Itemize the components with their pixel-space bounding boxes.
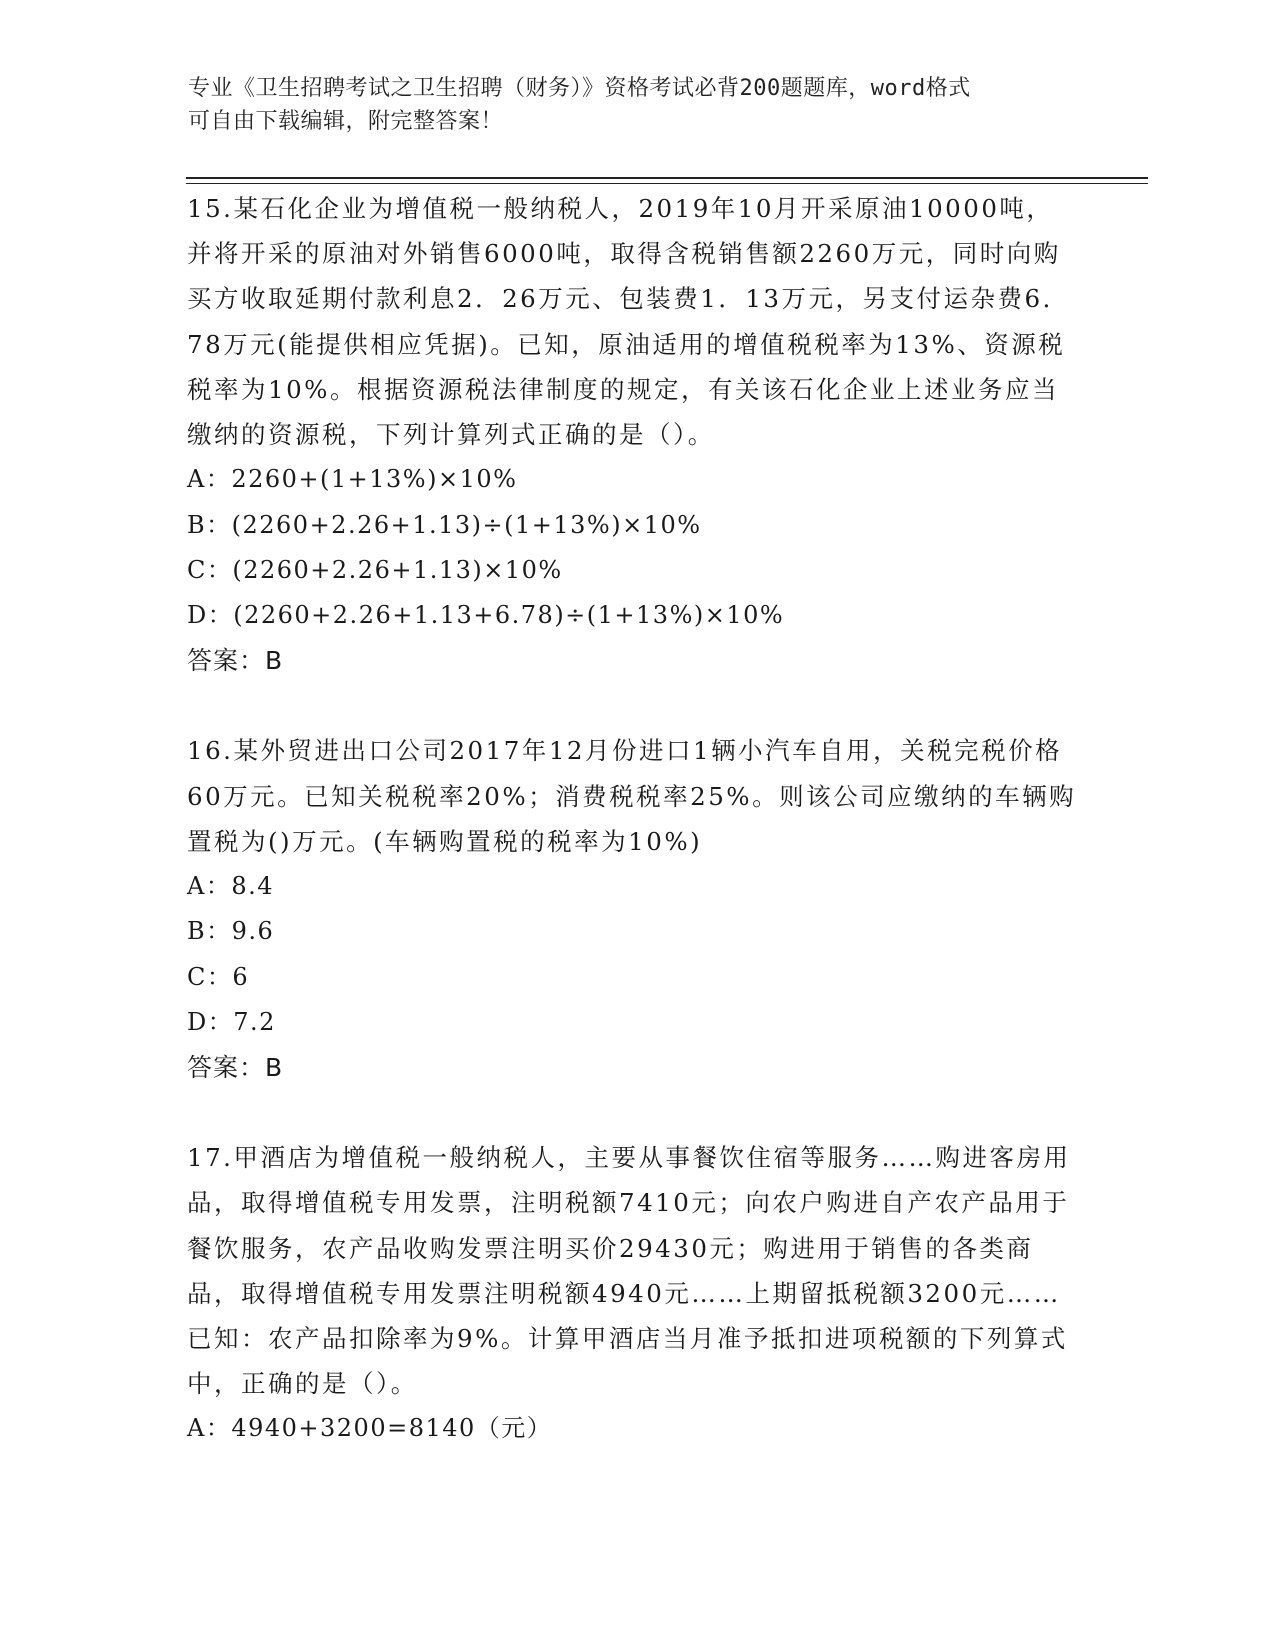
header-rule-thin xyxy=(186,183,1148,184)
option-c: C：6 xyxy=(187,962,250,991)
question-text: 16.某外贸进出口公司2017年12月份进口1辆小汽车自用，关税完税价格60万元。已知关税税率20%；消费税税率25%。则该公司应缴纳的车辆购置税为()万元。(车辆购置税的税率为10%) xyxy=(187,736,1077,856)
question-list xyxy=(187,186,1087,1452)
spacer xyxy=(187,1090,1087,1135)
option-b: B：(2260+2.26+1.13)÷(1+13%)×10% xyxy=(187,510,702,539)
question-16 xyxy=(187,728,1087,1090)
answer: 答案：B xyxy=(187,1053,284,1083)
spacer xyxy=(187,683,1087,728)
option-c: C：(2260+2.26+1.13)×10% xyxy=(187,555,563,584)
question-15 xyxy=(187,186,1087,683)
page-header xyxy=(188,72,1088,138)
option-a: A：8.4 xyxy=(187,872,274,901)
question-17 xyxy=(187,1135,1087,1452)
question-text: 15.某石化企业为增值税一般纳税人，2019年10月开采原油10000吨，并将开采的原油对外销售6000吨，取得含税销售额2260万元，同时向购买方收取延期付款利息2．26万元、包装费1．13万元，另支付运杂费6．78万元(能提供相应凭据)。已知，原油适用的增值税税率为13%、资源税税率为10%。根据资源税法律制度的规定，有关该石化企业上述业务应当缴纳的资源税，下列计算列式正确的是（）。 xyxy=(187,194,1070,450)
option-d: D：(2260+2.26+1.13+6.78)÷(1+13%)×10% xyxy=(187,601,785,630)
option-d: D：7.2 xyxy=(187,1007,276,1036)
option-a: A：4940+3200=8140（元） xyxy=(187,1414,553,1443)
option-a: A：2260+(1+13%)×10% xyxy=(187,465,518,494)
header-line-2: 可自由下载编辑，附完整答案！ xyxy=(188,109,504,134)
question-text: 17.甲酒店为增值税一般纳税人，主要从事餐饮住宿等服务……购进客房用品，取得增值税专用发票，注明税额7410元；向农户购进自产农产品用于餐饮服务，农产品收购发票注明买价29430元；购进用于销售的各类商品，取得增值税专用发票注明税额4940元……上期留抵税额3200元……已知：农产品扣除率为9%。计算甲酒店当月准予抵扣进项税额的下列算式中，正确的是（）。 xyxy=(187,1143,1071,1399)
option-b: B：9.6 xyxy=(187,917,275,946)
answer: 答案：B xyxy=(187,646,284,676)
header-rule-thick xyxy=(186,177,1148,179)
header-line-1: 专业《卫生招聘考试之卫生招聘（财务）》资格考试必背200题题库，word格式 xyxy=(188,76,971,101)
